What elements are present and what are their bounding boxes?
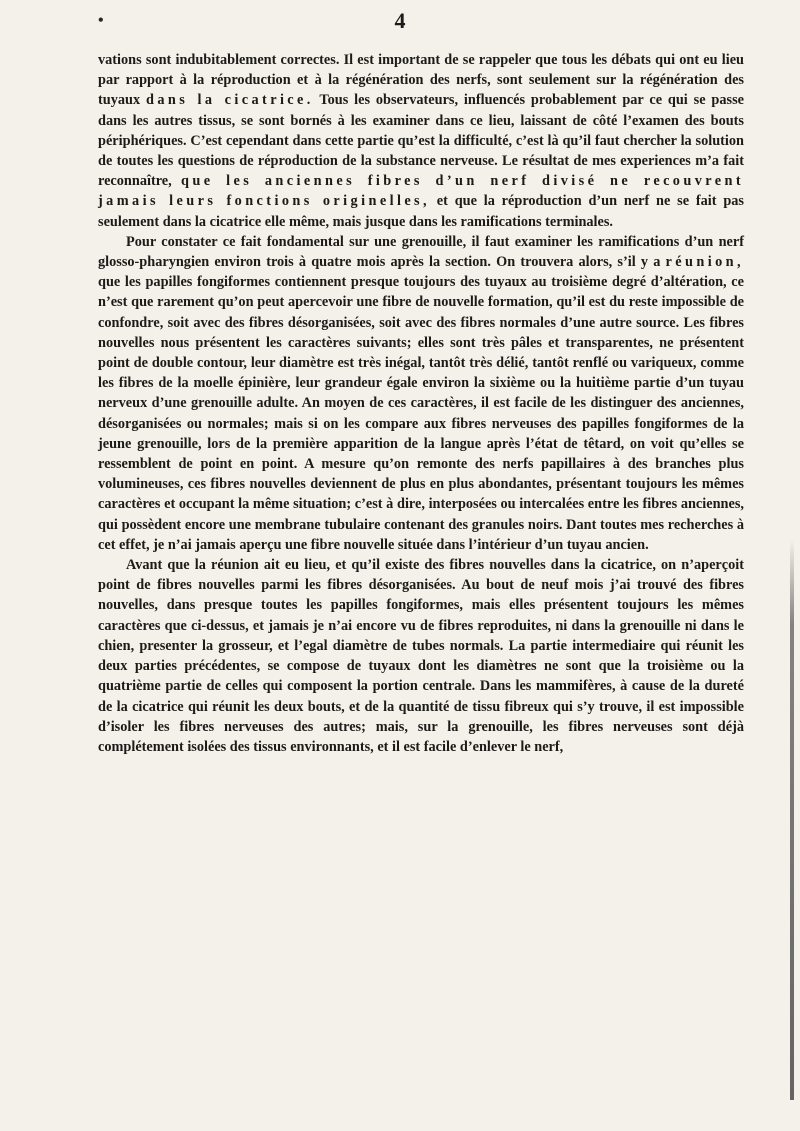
page-edge-shadow xyxy=(790,540,794,1100)
text-run: Pour constater ce fait fondamental sur une grenouille, il faut examiner les ramifications d’un nerf glosso-pharyngien environ trois à quatre mois après la section. On trouvera alors, s’il y a xyxy=(98,233,744,271)
page-number: 4 xyxy=(394,8,406,33)
paragraph-1 xyxy=(98,50,744,232)
paragraph-3 xyxy=(98,555,744,757)
text-run: Tous les observateurs, influencés probablement par ce qui se passe dans les autres tissus, se sont bornés à les examiner dans ce lieu, laissant de côté l’examen des bouts périphériques. C’est cependant dans cette partie qu’est la difficulté, c’est là qu’il faut chercher la solution de toutes les questions de réproduction de la substance nerveuse. Le résultat de mes experiences m’a fait reconnaître, xyxy=(98,92,744,190)
spaced-emphasis-run: dans la cicatrice. xyxy=(145,92,314,109)
spaced-emphasis-run: que les anciennes fibres d’un nerf divisé ne recouvrent jamais leurs fonctions originelles, xyxy=(98,173,745,210)
bullet-mark: • xyxy=(98,12,104,29)
text-run: que les papilles fongiformes contiennent presque toujours des tuyaux au troisième degré d’altération, ce n’est que rarement qu’on peut apercevoir une fibre de nouvelle formation, qu’il est du reste impossible de confondre, soit avec des fibres désorganisées, soit avec des fibres normales d’une autre source. Les fibres nouvelles nous présentent les caractères suivants; elles sont très pâles et transparentes, ne présentent point de double contour, leur diamètre est très inégal, tantôt très délié, tantôt renflé ou variqueux, comme les fibres de la moelle épinière, leur grandeur égale environ la sixième ou la huitième partie d’un tuyau nerveux d’une grenouille adulte. An moyen de ces caractères, il est facile de les distinguer des anciennes, désorganisées ou normales; mais si on les compare aux fibres nerveuses des papilles fongiformes de la jeune grenouille, lors de la première apparition de la langue après l’état de têtard, on voit qu’elles se ressemblent de point en point. A mesure qu’on remonte des nerfs papillaires à des branches plus volumineuses, ces fibres nouvelles deviennent de plus en plus abondantes, présentant toujours les mêmes caractères et occupant la même situation; c’est à dire, interposées ou intercalées entre les fibres anciennes, qui possèdent encore une membrane tubulaire contenant des granules noirs. Dant toutes mes recherches à cet effet, je n’ai jamais aperçu une fibre nouvelle située dans l’intérieur d’un tuyau ancien. xyxy=(98,274,744,553)
text-run: et que la réproduction d’un nerf ne se fait pas seulement dans la cicatrice elle même, mais jusque dans les ramifications terminales. xyxy=(98,193,744,230)
paragraph-2 xyxy=(98,232,744,555)
text-run: Avant que la réunion ait eu lieu, et qu’il existe des fibres nouvelles dans la cicatrice, on n’aperçoit point de fibres nouvelles parmi les fibres désorganisées. Au bout de neuf mois j’ai trouvé des fibres nouvelles, dans presque toutes les papilles fongiformes, mais elles présentent toujours les mêmes caractères que ci-dessus, et jamais je n’ai encore vu de fibres reproduites, ni dans la grenouille ni dans le chien, presenter la grosseur, et l’egal diamètre de tubes normals. La partie intermediaire qui réunit les deux parties précédentes, se compose de tuyaux dont les diamètres ne sont que la troisième ou la quatrième partie de celles qui composent la portion centrale. Dans les mammifères, à cause de la dureté de la cicatrice qui réunit les deux bouts, et de la quantité de tissu fibreux qui s’y trouve, il est impossible d’isoler les fibres nerveuses des autres; mais, sur la grenouille, les fibres nerveuses sont déjà complétement isolées des tissus environnants, et il est facile d’enlever le nerf, xyxy=(98,557,744,755)
body-text xyxy=(98,50,744,757)
text-run: vations sont indubitablement correctes. Il est important de se rappeler que tous les débats qui ont eu lieu par rapport à la réproduction et à la régénération des nerfs, sont seulement sur la régénération des tuyaux xyxy=(98,52,744,109)
spaced-emphasis-run: réunion, xyxy=(665,254,744,271)
